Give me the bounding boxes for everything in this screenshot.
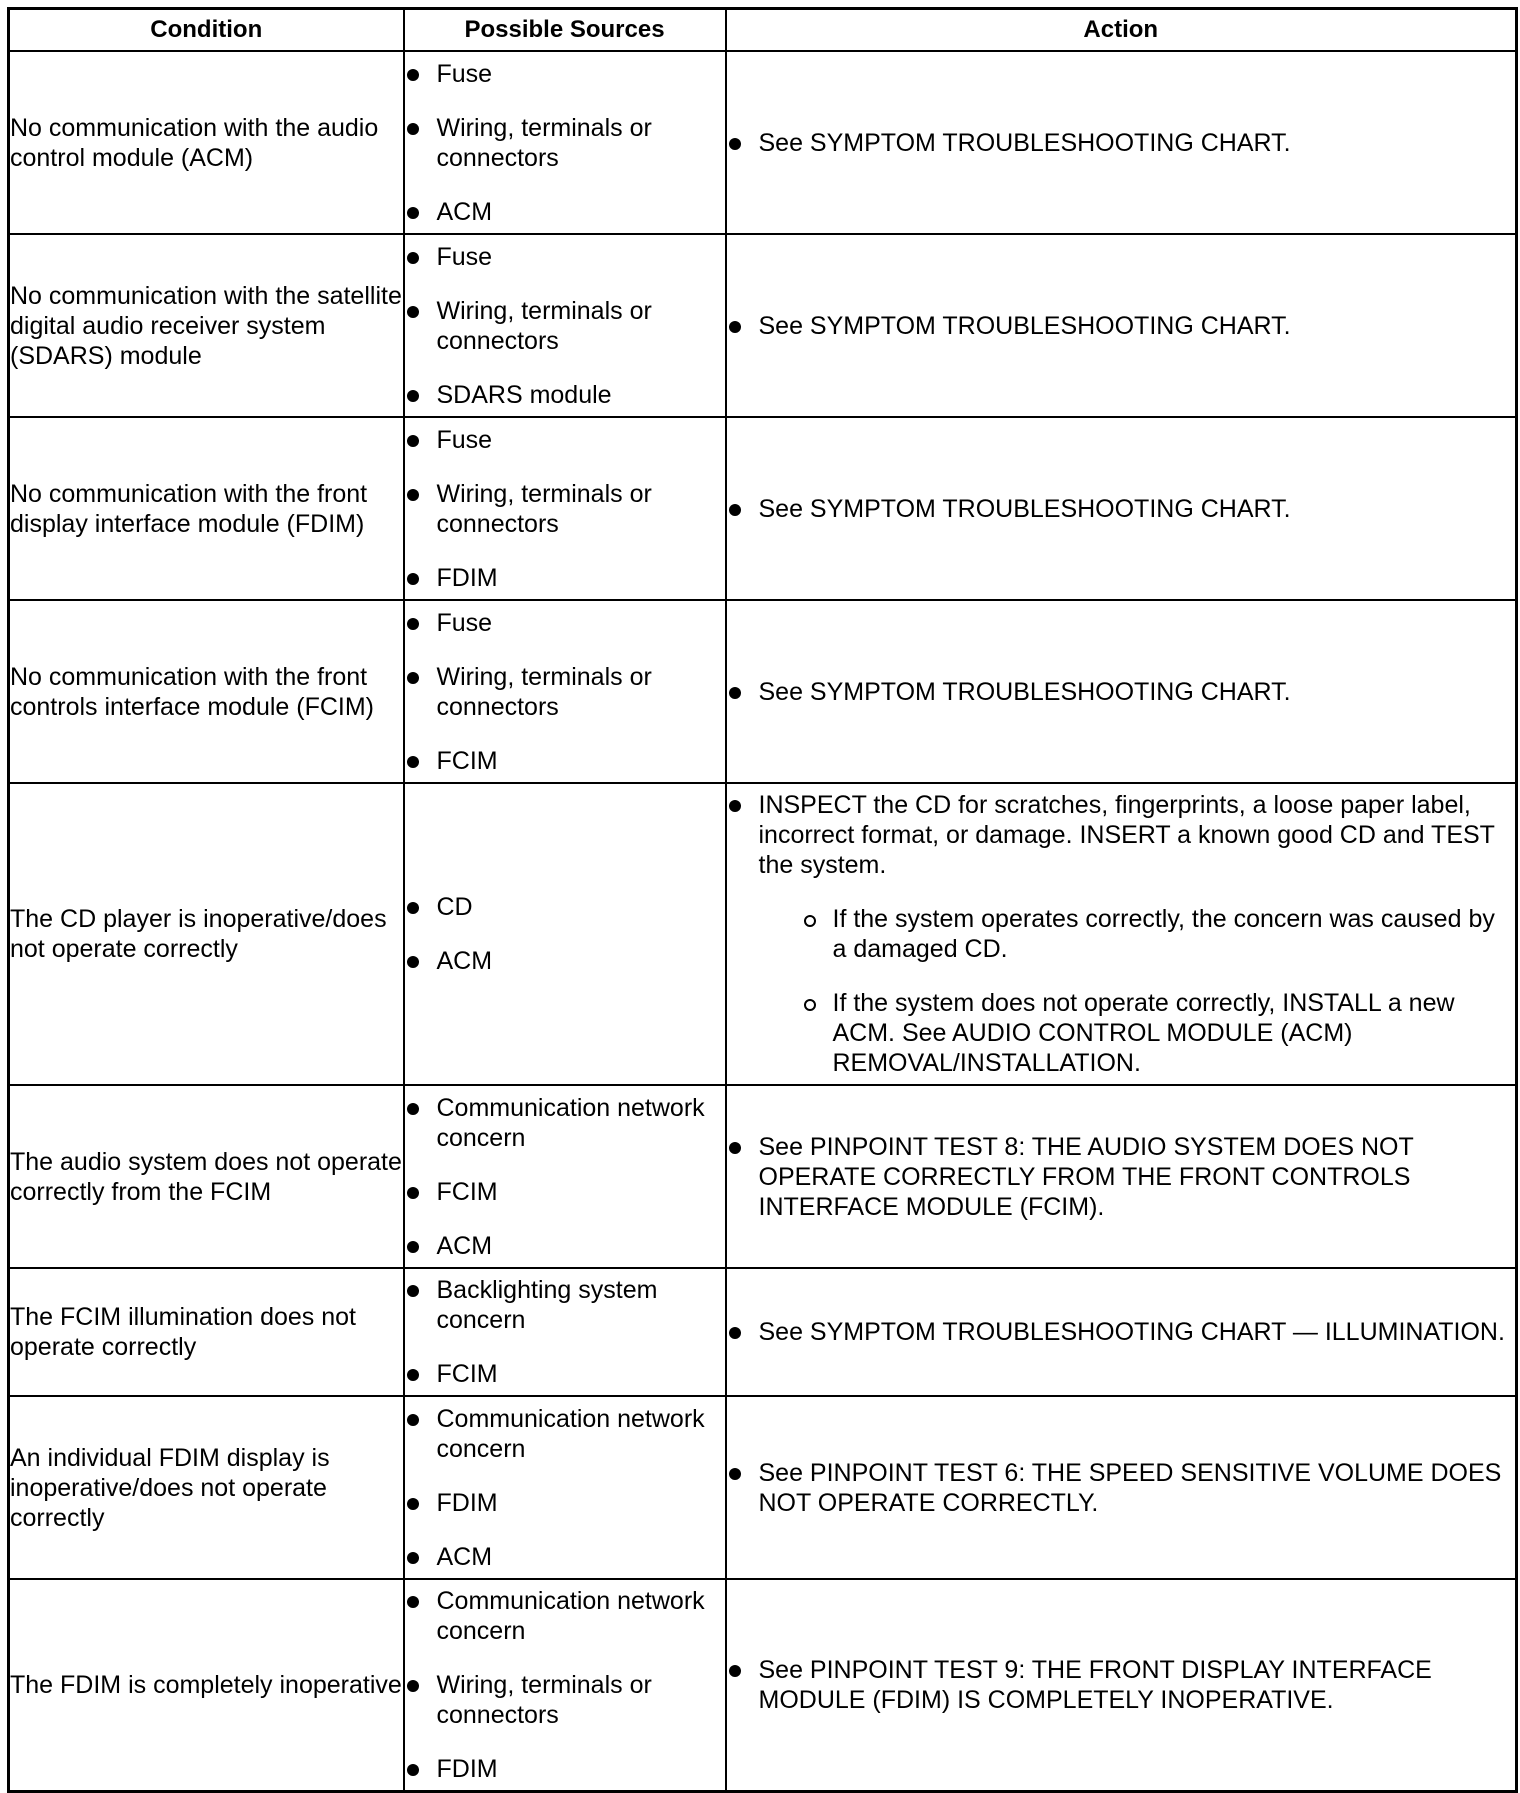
source-item (405, 1404, 725, 1464)
source-item (405, 746, 725, 776)
action-item (727, 1317, 1516, 1347)
source-item (405, 1231, 725, 1261)
bullet-icon (729, 1468, 741, 1480)
bullet-icon (407, 252, 419, 264)
action-text: See SYMPTOM TROUBLESHOOTING CHART — ILLUMINATION. (758, 1318, 1505, 1346)
source-text: Wiring, terminals or connectors (436, 1670, 652, 1729)
source-text: Wiring, terminals or connectors (436, 296, 652, 355)
action-text: See SYMPTOM TROUBLESHOOTING CHART. (758, 677, 1291, 706)
action-list (727, 128, 1516, 158)
symptom-chart-table (7, 7, 1518, 1793)
table-row (9, 600, 1517, 783)
source-item (405, 1754, 725, 1784)
action-item (727, 128, 1516, 158)
action-cell (726, 600, 1517, 783)
action-item (727, 1655, 1516, 1715)
bullet-icon (407, 573, 419, 585)
bullet-icon (407, 1187, 419, 1199)
sources-cell (404, 234, 726, 417)
source-text: Communication network concern (436, 1404, 705, 1463)
action-cell (726, 1268, 1517, 1396)
subaction-item (801, 988, 1516, 1078)
action-header: Action (726, 9, 1517, 52)
bullet-icon (407, 672, 419, 684)
bullet-icon (407, 756, 419, 768)
condition-cell: The FDIM is completely inoperative (9, 1579, 404, 1791)
bullet-icon (729, 1142, 741, 1154)
action-cell (726, 234, 1517, 417)
action-text: See SYMPTOM TROUBLESHOOTING CHART. (758, 494, 1291, 523)
subaction-text: If the system does not operate correctly, INSTALL a new ACM. See AUDIO CONTROL MODULE (ACM) REMOVAL/INSTALLATION. (832, 989, 1455, 1077)
bullet-icon (407, 435, 419, 447)
bullet-icon (729, 504, 741, 516)
source-item (405, 113, 725, 173)
action-list (727, 1655, 1516, 1715)
action-text: See PINPOINT TEST 6: THE SPEED SENSITIVE VOLUME DOES NOT OPERATE CORRECTLY. (758, 1458, 1502, 1517)
source-item (405, 59, 725, 89)
condition-cell: No communication with the front controls interface module (FCIM) (9, 600, 404, 783)
source-item (405, 197, 725, 227)
sources-cell (404, 1268, 726, 1396)
condition-cell: The audio system does not operate correctly from the FCIM (9, 1085, 404, 1268)
table-row (9, 51, 1517, 234)
sources-list (405, 425, 725, 593)
sources-cell (404, 1579, 726, 1791)
table-row (9, 1396, 1517, 1579)
source-text: FCIM (436, 1177, 498, 1206)
sources-list (405, 242, 725, 410)
table-row (9, 417, 1517, 600)
bullet-icon (407, 1285, 419, 1297)
condition-header: Condition (9, 9, 404, 52)
subaction-list (759, 904, 1516, 1078)
table-row (9, 1085, 1517, 1268)
action-list (727, 311, 1516, 341)
possible-sources-header: Possible Sources (404, 9, 726, 52)
source-item (405, 1275, 725, 1335)
source-text: Wiring, terminals or connectors (436, 113, 652, 172)
sources-cell (404, 1396, 726, 1579)
bullet-icon (407, 1414, 419, 1426)
bullet-icon (407, 123, 419, 135)
condition-cell: The CD player is inoperative/does not operate correctly (9, 783, 404, 1085)
sources-list (405, 1404, 725, 1572)
action-item (727, 311, 1516, 341)
bullet-icon (407, 69, 419, 81)
source-text: FDIM (436, 1754, 498, 1783)
bullet-icon (407, 207, 419, 219)
sources-cell (404, 600, 726, 783)
source-text: FDIM (436, 563, 498, 592)
source-item (405, 1542, 725, 1572)
bullet-icon (407, 1103, 419, 1115)
bullet-icon (407, 1369, 419, 1381)
bullet-icon (407, 956, 419, 968)
sources-list (405, 1093, 725, 1261)
sources-list (405, 59, 725, 227)
action-text: See SYMPTOM TROUBLESHOOTING CHART. (758, 128, 1291, 157)
bullet-icon (407, 1596, 419, 1608)
sources-cell (404, 51, 726, 234)
source-item (405, 892, 725, 922)
action-item (727, 790, 1516, 1078)
condition-cell: No communication with the audio control module (ACM) (9, 51, 404, 234)
action-cell (726, 783, 1517, 1085)
source-item (405, 425, 725, 455)
source-text: Backlighting system concern (436, 1276, 658, 1334)
source-item (405, 242, 725, 272)
source-item (405, 1359, 725, 1389)
action-text: See PINPOINT TEST 8: THE AUDIO SYSTEM DOES NOT OPERATE CORRECTLY FROM THE FRONT CONTROLS INTERFACE MODULE (FCIM). (758, 1132, 1414, 1221)
source-text: Fuse (436, 59, 493, 88)
source-item (405, 662, 725, 722)
sources-list (405, 1275, 725, 1389)
condition-cell: No communication with the satellite digital audio receiver system (SDARS) module (9, 234, 404, 417)
bullet-icon (729, 687, 741, 699)
sources-cell (404, 417, 726, 600)
source-text: ACM (436, 1542, 493, 1571)
action-list (727, 790, 1516, 1078)
condition-cell: The FCIM illumination does not operate correctly (9, 1268, 404, 1396)
source-item (405, 1586, 725, 1646)
source-item (405, 563, 725, 593)
action-list (727, 1317, 1516, 1347)
action-item (727, 1132, 1516, 1222)
header-row (9, 9, 1517, 52)
source-item (405, 296, 725, 356)
source-text: Fuse (436, 242, 493, 271)
action-text: See PINPOINT TEST 9: THE FRONT DISPLAY INTERFACE MODULE (FDIM) IS COMPLETELY INOPERATIVE. (758, 1655, 1432, 1714)
action-list (727, 677, 1516, 707)
source-text: SDARS module (436, 380, 612, 409)
source-text: ACM (436, 197, 493, 226)
bullet-icon (729, 1327, 741, 1339)
source-text: Wiring, terminals or connectors (436, 662, 652, 721)
sources-cell (404, 783, 726, 1085)
action-item (727, 1458, 1516, 1518)
subaction-text: If the system operates correctly, the concern was caused by a damaged CD. (832, 905, 1495, 963)
bullet-icon (407, 902, 419, 914)
condition-cell: An individual FDIM display is inoperative/does not operate correctly (9, 1396, 404, 1579)
source-item (405, 608, 725, 638)
source-text: FCIM (436, 746, 498, 775)
action-list (727, 494, 1516, 524)
bullet-icon (407, 1680, 419, 1692)
sources-list (405, 892, 725, 976)
table-row (9, 783, 1517, 1085)
action-list (727, 1132, 1516, 1222)
source-text: Communication network concern (436, 1586, 705, 1645)
bullet-icon (729, 321, 741, 333)
subaction-item (801, 904, 1516, 964)
action-cell (726, 1396, 1517, 1579)
source-text: FDIM (436, 1488, 498, 1517)
source-text: Fuse (436, 608, 493, 637)
table-row (9, 234, 1517, 417)
table-row (9, 1579, 1517, 1791)
source-text: ACM (436, 947, 493, 975)
bullet-icon (729, 800, 741, 812)
source-item (405, 1670, 725, 1730)
action-text: INSPECT the CD for scratches, fingerprints, a loose paper label, incorrect format, or damage. INSERT a known good CD and TEST the system. (758, 791, 1495, 879)
action-cell (726, 1085, 1517, 1268)
action-cell (726, 417, 1517, 600)
bullet-icon (407, 618, 419, 630)
source-text: Fuse (436, 425, 493, 454)
bullet-icon (407, 306, 419, 318)
sources-cell (404, 1085, 726, 1268)
action-item (727, 494, 1516, 524)
source-item (405, 1177, 725, 1207)
source-item (405, 1093, 725, 1153)
source-item (405, 479, 725, 539)
source-text: ACM (436, 1231, 493, 1260)
action-item (727, 677, 1516, 707)
condition-cell: No communication with the front display interface module (FDIM) (9, 417, 404, 600)
bullet-icon (407, 1498, 419, 1510)
bullet-icon (407, 1552, 419, 1564)
source-text: Wiring, terminals or connectors (436, 479, 652, 538)
source-text: Communication network concern (436, 1093, 705, 1152)
sources-list (405, 1586, 725, 1784)
action-list (727, 1458, 1516, 1518)
table-row (9, 1268, 1517, 1396)
bullet-icon (407, 1764, 419, 1776)
source-item (405, 380, 725, 410)
bullet-icon (407, 1241, 419, 1253)
source-item (405, 946, 725, 976)
bullet-icon (407, 390, 419, 402)
source-text: CD (436, 893, 473, 921)
action-cell (726, 1579, 1517, 1791)
bullet-icon (407, 489, 419, 501)
bullet-icon (729, 1665, 741, 1677)
hollow-bullet-icon (804, 915, 816, 927)
source-text: FCIM (436, 1360, 498, 1388)
action-cell (726, 51, 1517, 234)
hollow-bullet-icon (804, 999, 816, 1011)
action-text: See SYMPTOM TROUBLESHOOTING CHART. (758, 311, 1291, 340)
source-item (405, 1488, 725, 1518)
table-body (9, 51, 1517, 1791)
sources-list (405, 608, 725, 776)
bullet-icon (729, 138, 741, 150)
